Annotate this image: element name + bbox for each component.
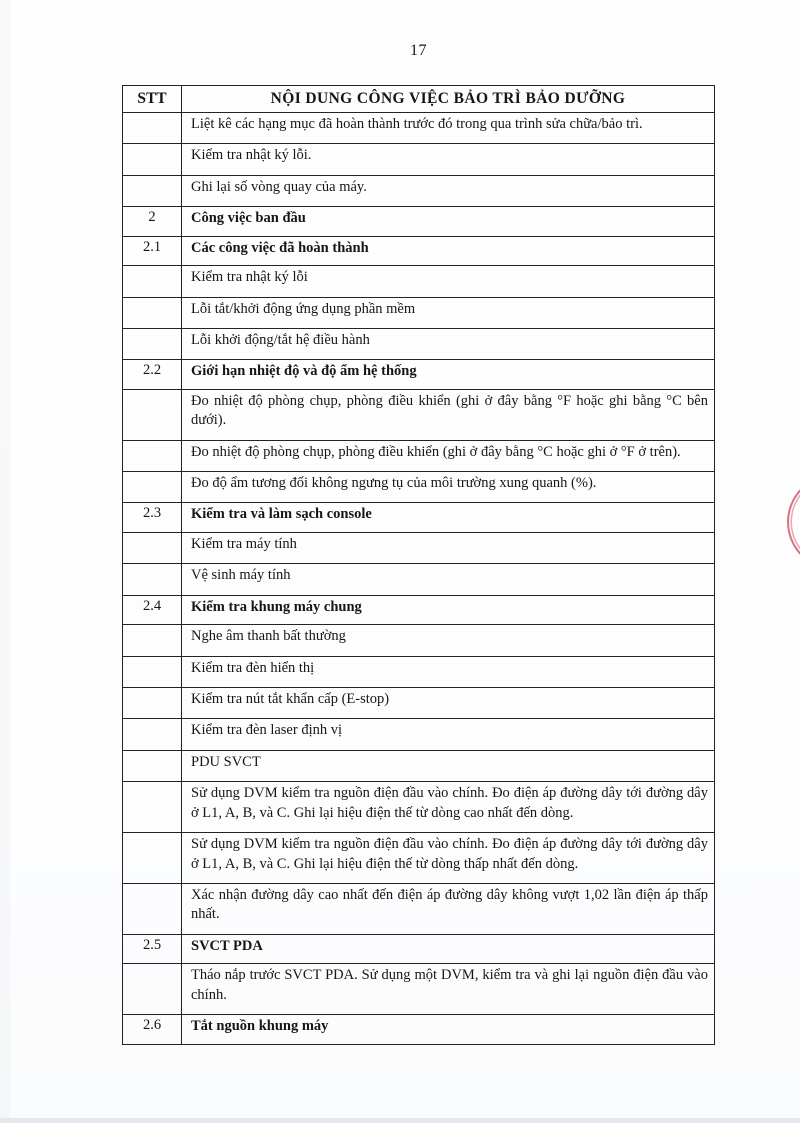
table-row: [123, 625, 715, 656]
stt-cell: 2: [123, 207, 182, 236]
stt-cell: [123, 389, 182, 440]
table-row: [123, 472, 715, 503]
task-cell: Nghe âm thanh bất thường: [182, 625, 715, 656]
task-cell: SVCT PDA: [182, 934, 715, 963]
task-cell: Kiểm tra và làm sạch console: [182, 503, 715, 532]
stt-cell: [123, 472, 182, 503]
task-cell: Ghi lại số vòng quay của máy.: [182, 175, 715, 206]
task-cell: Công việc ban đầu: [182, 207, 715, 236]
stt-cell: [123, 964, 182, 1015]
task-cell: Tắt nguồn khung máy: [182, 1015, 715, 1044]
header-row: [123, 86, 715, 113]
task-cell: Tháo nắp trước SVCT PDA. Sử dụng một DVM, kiểm tra và ghi lại nguồn điện đầu vào chính.: [182, 964, 715, 1015]
table-row: [123, 266, 715, 297]
table-row: [123, 688, 715, 719]
stt-cell: [123, 782, 182, 833]
stt-cell: 2.6: [123, 1015, 182, 1044]
table-row: [123, 113, 715, 144]
table-row: [123, 144, 715, 175]
stt-cell: [123, 113, 182, 144]
task-cell: Sử dụng DVM kiểm tra nguồn điện đầu vào chính. Đo điện áp đường dây tới đường dây ở L1, A, B, và C. Ghi lại hiệu điện thế từ dòng cao nhất đến dòng.: [182, 782, 715, 833]
task-cell: Kiểm tra nhật ký lỗi: [182, 266, 715, 297]
maintenance-checklist-table: [122, 85, 715, 1045]
stt-column-header: STT: [123, 86, 182, 113]
stt-cell: 2.4: [123, 595, 182, 624]
task-cell: Kiểm tra đèn hiển thị: [182, 656, 715, 687]
table-row: [123, 1015, 715, 1044]
table-row: [123, 782, 715, 833]
task-cell: Sử dụng DVM kiểm tra nguồn điện đầu vào chính. Đo điện áp đường dây tới đường dây ở L1, A, B, và C. Ghi lại hiệu điện thế từ dòng thấp nhất đến dòng.: [182, 833, 715, 884]
table-row: [123, 207, 715, 236]
table-row: [123, 389, 715, 440]
table-header: [123, 86, 715, 113]
task-cell: Kiểm tra nút tắt khẩn cấp (E-stop): [182, 688, 715, 719]
stt-cell: [123, 175, 182, 206]
task-cell: Liệt kê các hạng mục đã hoàn thành trước đó trong qua trình sửa chữa/bảo trì.: [182, 113, 715, 144]
task-cell: Lỗi khởi động/tắt hệ điều hành: [182, 328, 715, 359]
stt-cell: [123, 440, 182, 471]
stt-cell: [123, 144, 182, 175]
stt-cell: [123, 750, 182, 781]
task-cell: Kiểm tra khung máy chung: [182, 595, 715, 624]
task-cell: Lỗi tắt/khởi động ứng dụng phần mềm: [182, 297, 715, 328]
stt-cell: [123, 883, 182, 934]
stt-cell: [123, 564, 182, 595]
task-cell: Kiểm tra nhật ký lỗi.: [182, 144, 715, 175]
stt-cell: [123, 625, 182, 656]
table-row: [123, 360, 715, 389]
table-row: [123, 750, 715, 781]
task-cell: PDU SVCT: [182, 750, 715, 781]
stt-cell: [123, 297, 182, 328]
table-row: [123, 440, 715, 471]
table-body: [123, 113, 715, 1045]
stt-cell: [123, 719, 182, 750]
table-row: [123, 328, 715, 359]
table-row: [123, 595, 715, 624]
stt-cell: 2.3: [123, 503, 182, 532]
page-number: 17: [410, 42, 427, 59]
task-cell: Kiểm tra máy tính: [182, 532, 715, 563]
red-stamp-edge-mark: [787, 474, 800, 570]
scan-bottom-artifact: [0, 1118, 800, 1123]
table-row: [123, 503, 715, 532]
table-row: [123, 934, 715, 963]
table-row: [123, 532, 715, 563]
stt-cell: [123, 656, 182, 687]
stt-cell: 2.1: [123, 236, 182, 265]
table-row: [123, 236, 715, 265]
content-column-header: NỘI DUNG CÔNG VIỆC BẢO TRÌ BẢO DƯỠNG: [182, 86, 715, 113]
table-row: [123, 719, 715, 750]
stt-cell: 2.5: [123, 934, 182, 963]
task-cell: Giới hạn nhiệt độ và độ ẩm hệ thống: [182, 360, 715, 389]
table-row: [123, 883, 715, 934]
task-cell: Kiểm tra đèn laser định vị: [182, 719, 715, 750]
stt-cell: [123, 266, 182, 297]
table-row: [123, 297, 715, 328]
table-row: [123, 964, 715, 1015]
stt-cell: [123, 688, 182, 719]
task-cell: Vệ sinh máy tính: [182, 564, 715, 595]
table-row: [123, 656, 715, 687]
table-row: [123, 564, 715, 595]
table-row: [123, 833, 715, 884]
table-row: [123, 175, 715, 206]
task-cell: Xác nhận đường dây cao nhất đến điện áp đường dây không vượt 1,02 lần điện áp thấp nhất.: [182, 883, 715, 934]
task-cell: Đo độ ẩm tương đối không ngưng tụ của môi trường xung quanh (%).: [182, 472, 715, 503]
scan-edge-artifact: [0, 0, 10, 1123]
task-cell: Đo nhiệt độ phòng chụp, phòng điều khiển (ghi ở đây bằng °F hoặc ghi bằng °C bên dưới).: [182, 389, 715, 440]
stt-cell: 2.2: [123, 360, 182, 389]
stt-cell: [123, 532, 182, 563]
stt-cell: [123, 833, 182, 884]
stt-cell: [123, 328, 182, 359]
task-cell: Đo nhiệt độ phòng chụp, phòng điều khiển (ghi ở đây bằng °C hoặc ghi ở °F ở trên).: [182, 440, 715, 471]
task-cell: Các công việc đã hoàn thành: [182, 236, 715, 265]
